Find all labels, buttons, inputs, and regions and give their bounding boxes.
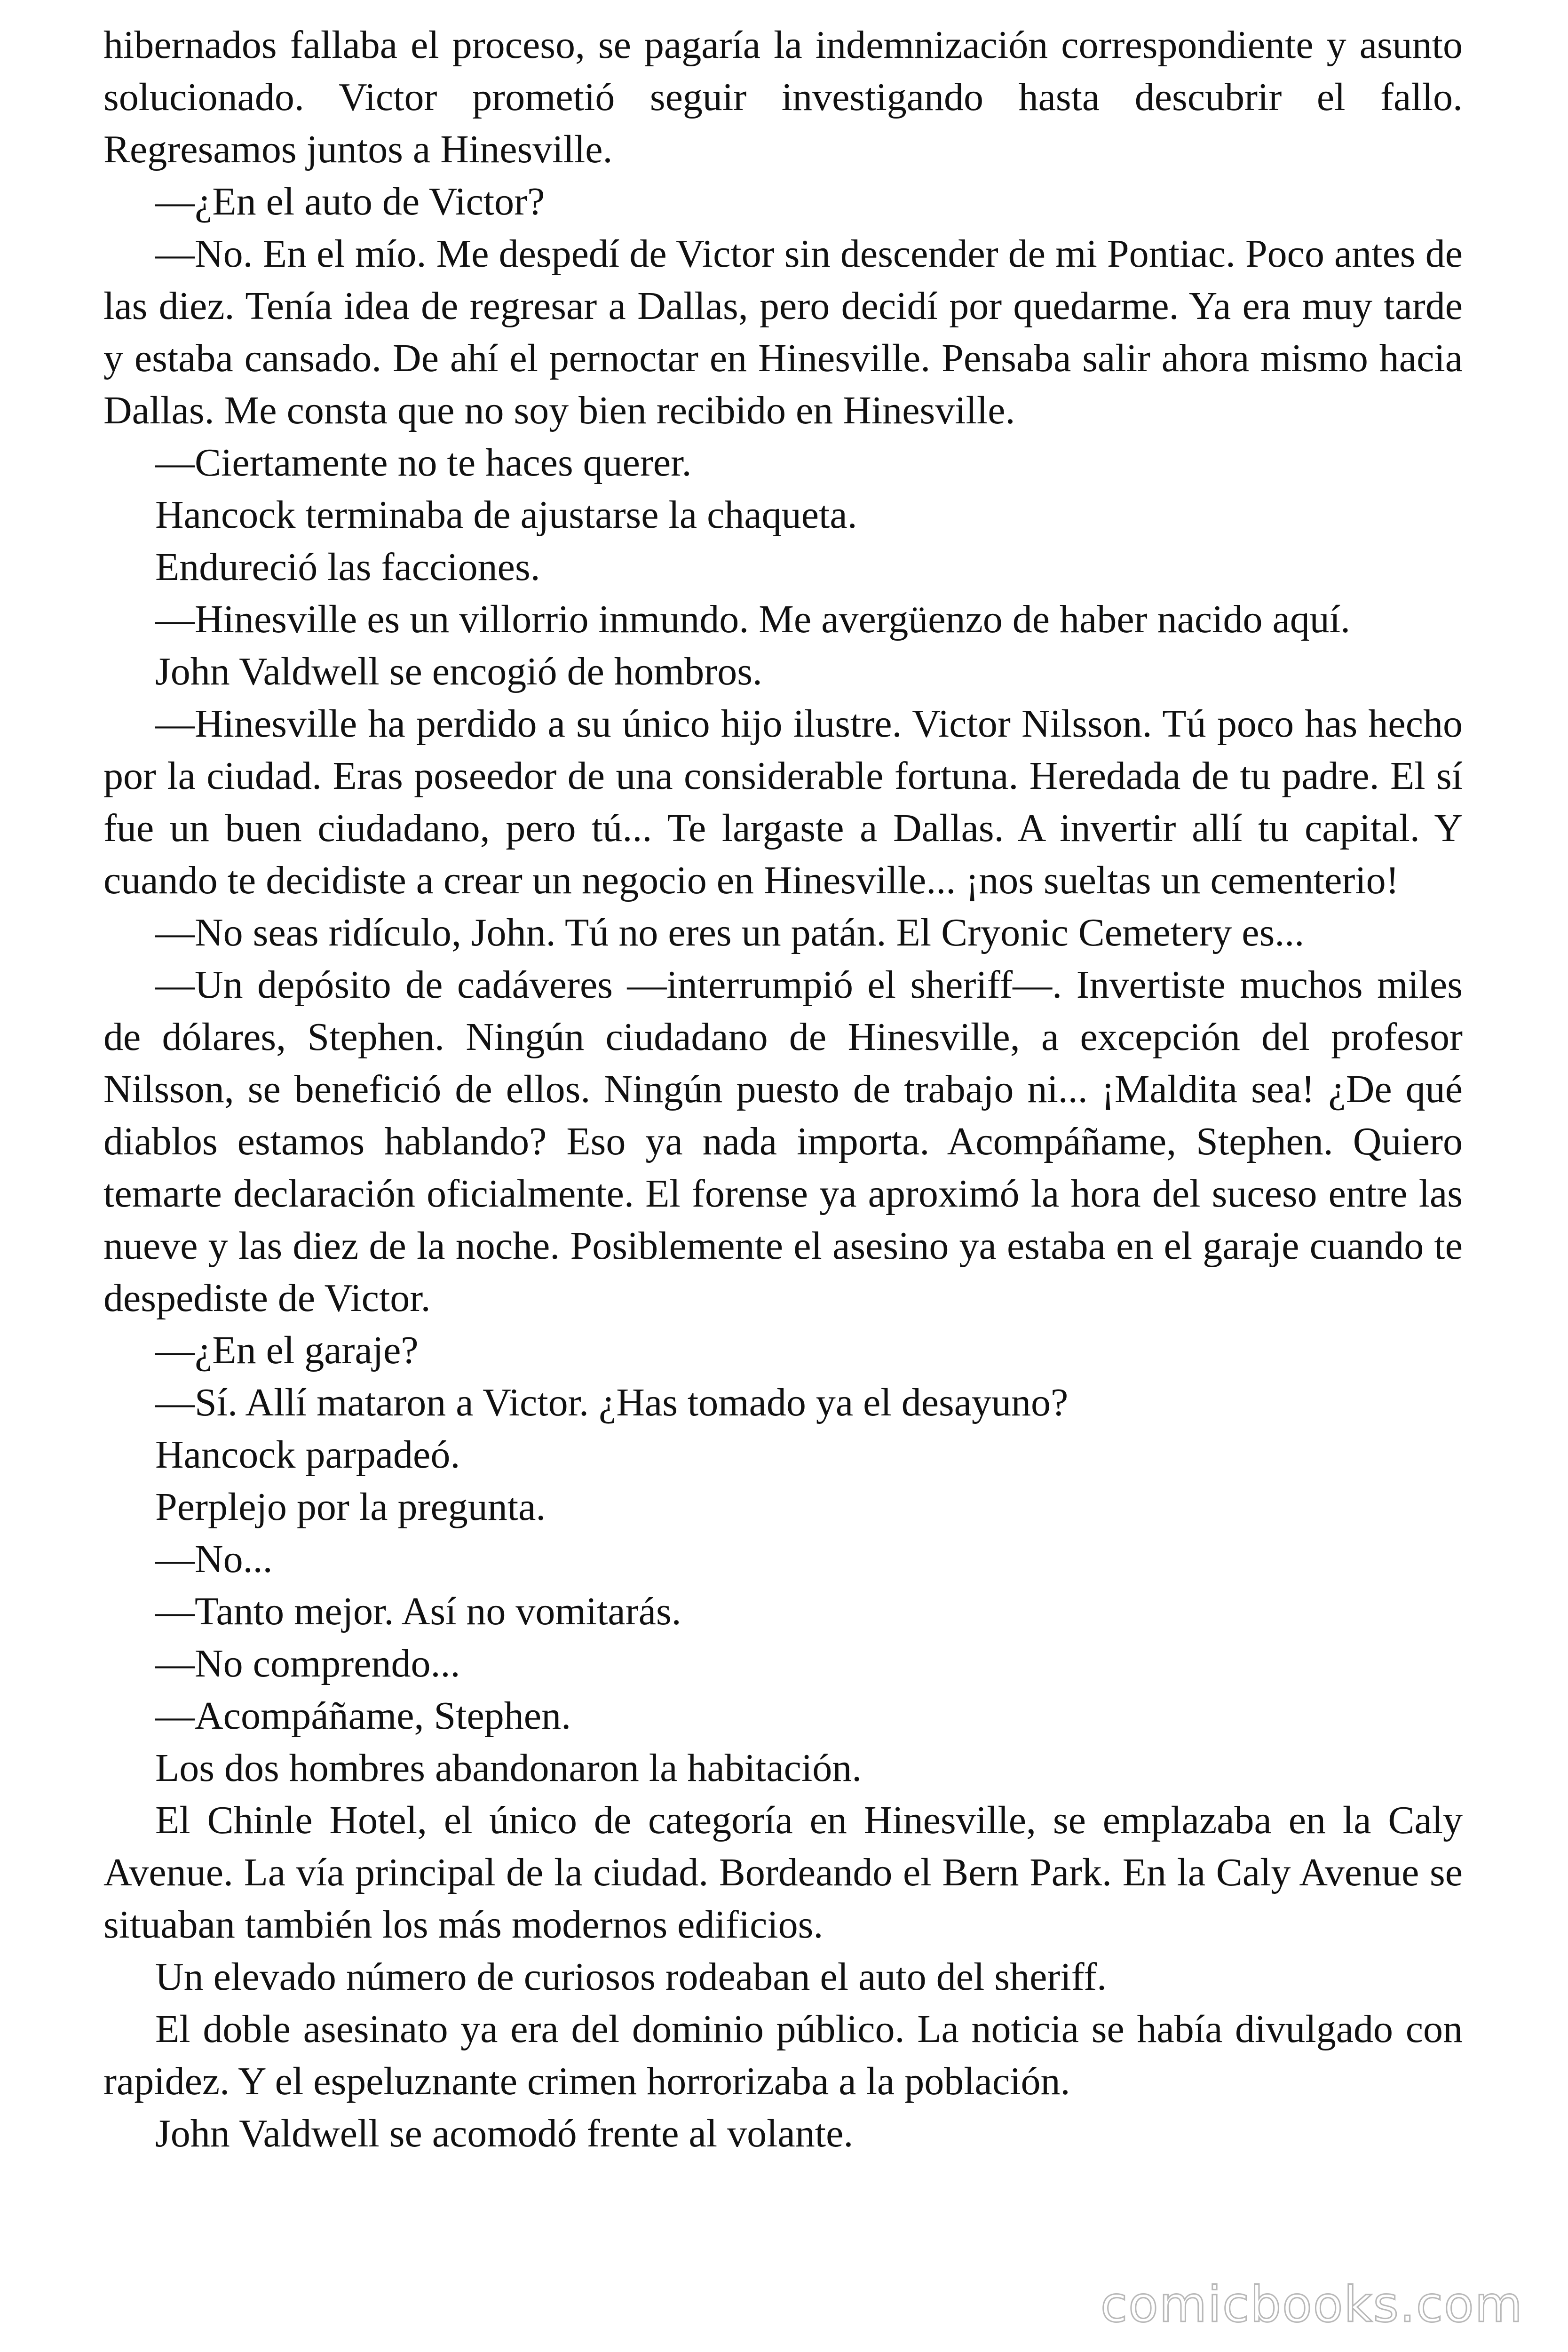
paragraph-16: —No... xyxy=(155,1537,273,1581)
paragraph-13: —Sí. Allí mataron a Victor. ¿Has tomado ya el desayuno? xyxy=(155,1381,1069,1424)
paragraph-14: Hancock parpadeó. xyxy=(155,1433,460,1477)
paragraph-5: Hancock terminaba de ajustarse la chaqueta. xyxy=(155,493,857,537)
paragraph-15: Perplejo por la pregunta. xyxy=(155,1485,546,1529)
paragraph-9: —Hinesville ha perdido a su único hijo ilustre. Victor Nilsson. Tú poco has hecho por la ciudad. Eras poseedor de una considerable fortuna. Heredada de tu padre. El sí fue un buen ciudadano, pero tú... Te largaste a Dallas. A invertir allí tu capital. Y cuando te decidiste a crear un negocio en Hinesville... ¡nos sueltas un cementerio! xyxy=(103,702,1463,902)
paragraph-23: El doble asesinato ya era del dominio público. La noticia se había divulgado con rapidez. Y el espeluznante crimen horrorizaba a la población. xyxy=(103,2007,1463,2103)
paragraph-12: —¿En el garaje? xyxy=(155,1328,419,1372)
paragraph-19: —Acompáñame, Stephen. xyxy=(155,1694,571,1738)
paragraph-2: —¿En el auto de Victor? xyxy=(155,180,545,223)
paragraph-3: —No. En el mío. Me despedí de Victor sin descender de mi Pontiac. Poco antes de las diez. Tenía idea de regresar a Dallas, pero decidí por quedarme. Ya era muy tarde y estaba cansado. De ahí el pernoctar en Hinesville. Pensaba salir ahora mismo hacia Dallas. Me consta que no soy bien recibido en Hinesville. xyxy=(103,232,1463,432)
paragraph-7: —Hinesville es un villorrio inmundo. Me avergüenzo de haber nacido aquí. xyxy=(155,597,1351,641)
paragraph-21: El Chinle Hotel, el único de categoría en Hinesville, se emplazaba en la Caly Avenue. La vía principal de la ciudad. Bordeando el Bern Park. En la Caly Avenue se situaban también los más modernos edificios. xyxy=(103,1798,1463,1947)
paragraph-24: John Valdwell se acomodó frente al volante. xyxy=(155,2112,854,2155)
paragraph-1: hibernados fallaba el proceso, se pagaría la indemnización correspondiente y asunto solucionado. Victor prometió seguir investigando hasta descubrir el fallo. Regresamos juntos a Hinesville. xyxy=(103,23,1463,171)
paragraph-17: —Tanto mejor. Así no vomitarás. xyxy=(155,1589,681,1633)
paragraph-6: Endureció las facciones. xyxy=(155,545,540,589)
paragraph-22: Un elevado número de curiosos rodeaban el auto del sheriff. xyxy=(155,1955,1107,1999)
paragraph-8: John Valdwell se encogió de hombros. xyxy=(155,650,762,693)
paragraph-10: —No seas ridículo, John. Tú no eres un patán. El Cryonic Cemetery es... xyxy=(155,911,1305,954)
paragraph-4: —Ciertamente no te haces querer. xyxy=(155,441,692,485)
paragraph-20: Los dos hombres abandonaron la habitación. xyxy=(155,1746,862,1790)
paragraph-18: —No comprendo... xyxy=(155,1642,460,1685)
book-page-text xyxy=(103,19,1463,2160)
paragraph-11: —Un depósito de cadáveres —interrumpió el sheriff—. Invertiste muchos miles de dólares, Stephen. Ningún ciudadano de Hinesville, a excepción del profesor Nilsson, se benefició de ellos. Ningún puesto de trabajo ni... ¡Maldita sea! ¿De qué diablos estamos hablando? Eso ya nada importa. Acompáñame, Stephen. Quiero temarte declaración oficialmente. El forense ya aproximó la hora del suceso entre las nueve y las diez de la noche. Posiblemente el asesino ya estaba en el garaje cuando te despediste de Victor. xyxy=(103,963,1463,1320)
watermark-logo: comicbooks.com xyxy=(1100,2276,1523,2333)
